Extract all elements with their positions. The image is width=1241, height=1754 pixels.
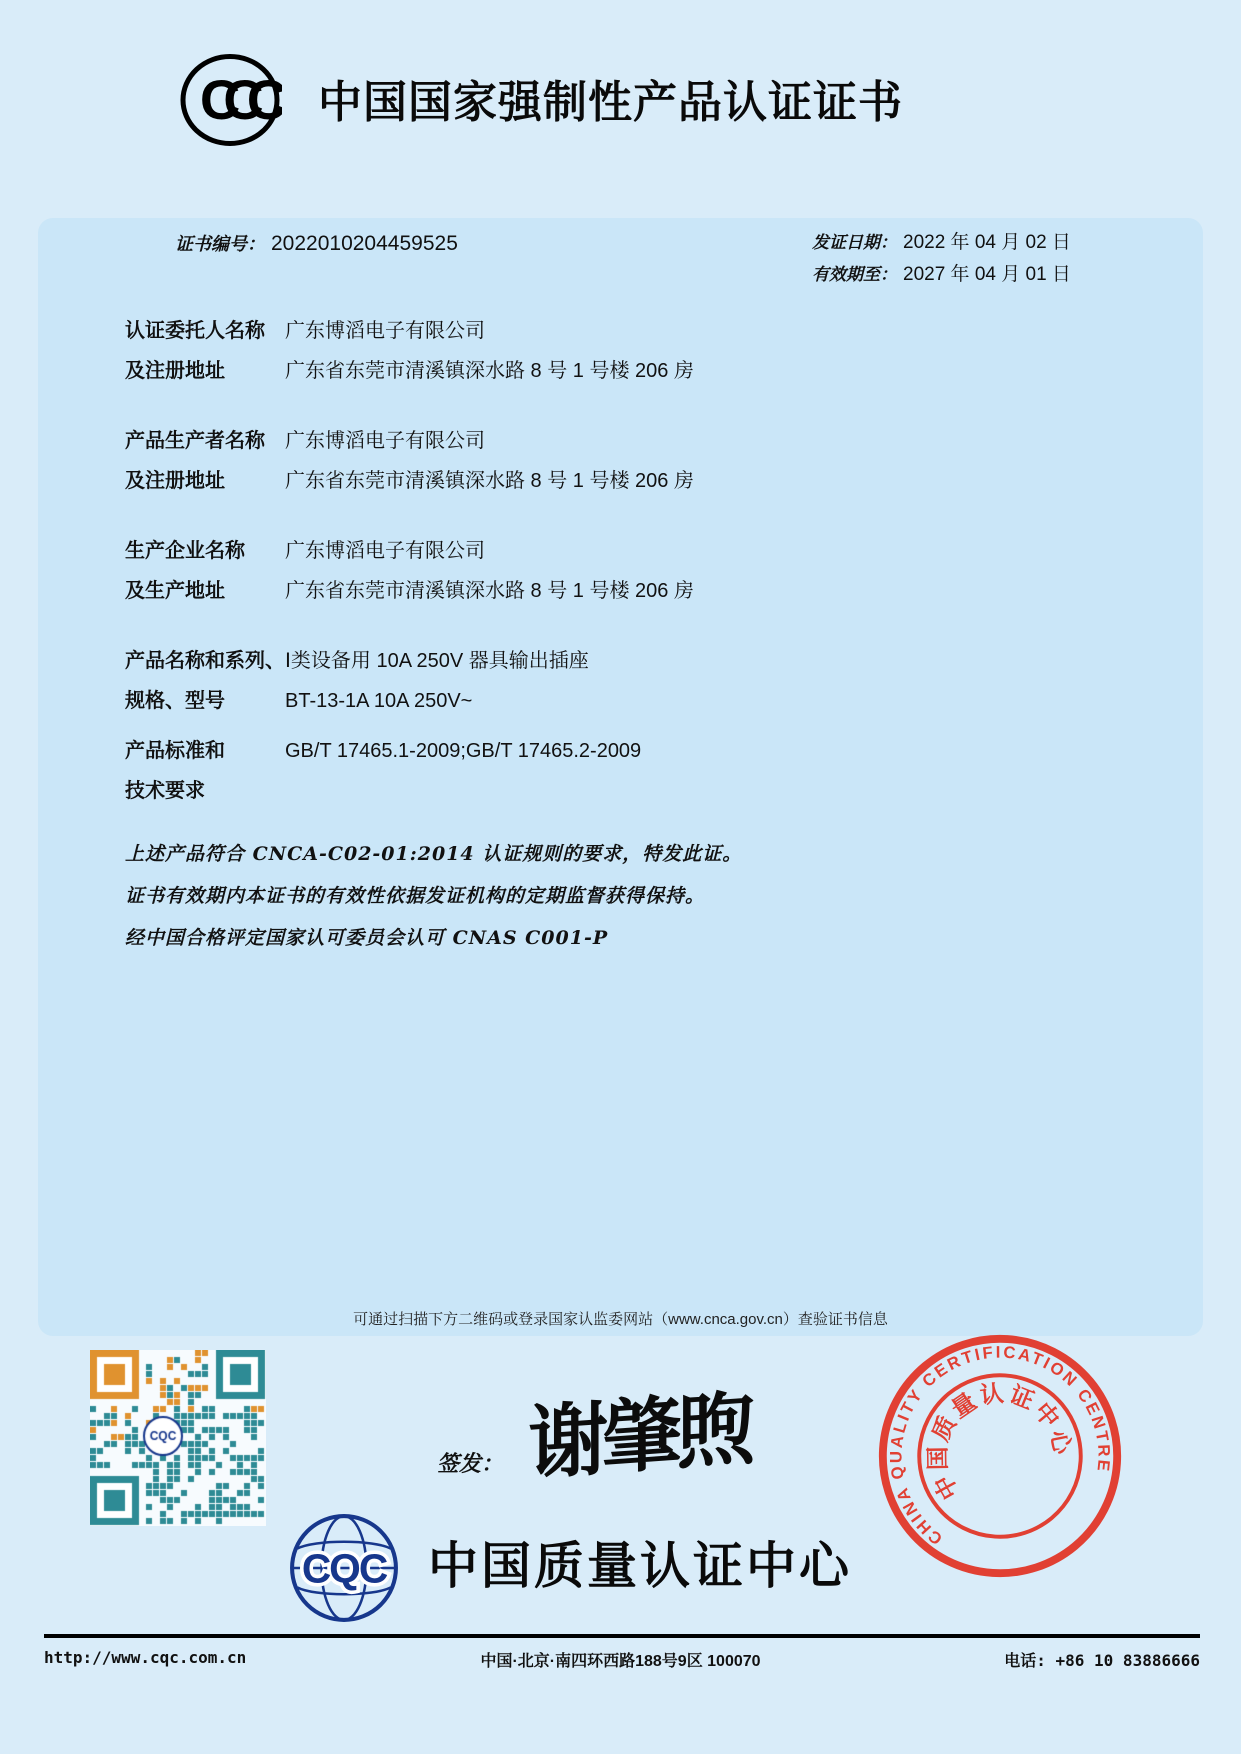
field-label: 及注册地址 <box>125 470 225 492</box>
field-row-producer <box>125 425 1135 497</box>
sign-off-label: 签发： <box>437 1451 504 1477</box>
footer-divider <box>44 1634 1200 1638</box>
field-value: GB/T 17465.1-2009;GB/T 17465.2-2009 <box>285 740 642 762</box>
field-value: 广东博滔电子有限公司 <box>285 320 485 342</box>
valid-until-label: 有效期至： <box>812 265 897 285</box>
field-label: 产品标准和 <box>125 740 225 762</box>
svg-text:CHINA QUALITY CERTIFICATION CE <box>872 1328 1128 1555</box>
field-label: 及注册地址 <box>125 360 225 382</box>
seal-center-text: 中国质量认证中心 <box>925 1380 1076 1504</box>
certificate-dates <box>812 227 1071 291</box>
svg-text:CQC: CQC <box>301 1545 387 1592</box>
issue-date-row <box>812 227 1071 259</box>
field-label: 产品名称和系列、 <box>125 650 285 672</box>
field-value: 广东省东莞市清溪镇深水路 8 号 1 号楼 206 房 <box>285 470 694 492</box>
field-row-factory <box>125 535 1135 607</box>
certificate-number-label: 证书编号： <box>175 234 265 255</box>
svg-text:CCC: CCC <box>199 68 271 131</box>
footer-website: http://www.cqc.com.cn <box>44 1648 247 1667</box>
issuer-name: 中国质量认证中心 <box>428 1538 852 1594</box>
field-label: 规格、型号 <box>125 690 225 712</box>
field-value <box>285 775 1135 807</box>
field-label: 及生产地址 <box>125 580 225 602</box>
valid-until-row <box>812 259 1071 291</box>
statement-line: 经中国合格评定国家认可委员会认可 CNAS C001-P <box>125 927 609 949</box>
signature-handwriting: 谢肇煦 <box>528 1381 750 1491</box>
field-row-product <box>125 645 1135 717</box>
page-title: 中国国家强制性产品认证证书 <box>318 78 903 127</box>
field-row-applicant <box>125 315 1135 387</box>
certificate-number: 2022010204459525 <box>271 232 458 255</box>
seal-ring-text: CHINA QUALITY CERTIFICATION CENTRE <box>886 1342 1114 1549</box>
field-value: 广东博滔电子有限公司 <box>285 540 485 562</box>
valid-until-date: 2027 年 04 月 01 日 <box>903 264 1071 285</box>
field-label: 技术要求 <box>125 780 205 802</box>
field-label: 产品生产者名称 <box>125 430 265 452</box>
ccc-mark-icon <box>178 52 282 148</box>
issue-date-label: 发证日期： <box>812 233 897 253</box>
field-label: 认证委托人名称 <box>125 320 265 342</box>
field-value: 广东博滔电子有限公司 <box>285 430 485 452</box>
statement-line: 证书有效期内本证书的有效性依据发证机构的定期监督获得保持。 <box>125 885 706 907</box>
qr-code <box>90 1350 266 1526</box>
field-value: 广东省东莞市清溪镇深水路 8 号 1 号楼 206 房 <box>285 580 694 602</box>
field-value: Ⅰ类设备用 10A 250V 器具输出插座 <box>285 650 589 672</box>
cqc-globe-icon <box>288 1512 400 1624</box>
field-value: 广东省东莞市清溪镇深水路 8 号 1 号楼 206 房 <box>285 360 694 382</box>
certificate-number-row <box>175 230 458 256</box>
issue-date: 2022 年 04 月 02 日 <box>903 232 1071 253</box>
footer-phone: 电话: +86 10 83886666 <box>1004 1651 1200 1670</box>
qr-verification-note: 可通过扫描下方二维码或登录国家认监委网站（www.cnca.gov.cn）查验证书信息 <box>353 1311 888 1328</box>
footer-address: 中国·北京·南四环西路188号9区 100070 <box>480 1653 761 1670</box>
field-row-standard <box>125 735 1135 807</box>
certification-statements <box>125 833 742 959</box>
statement-line: 上述产品符合 CNCA-C02-01:2014 认证规则的要求，特发此证。 <box>125 843 743 865</box>
field-value: BT-13-1A 10A 250V~ <box>285 690 473 712</box>
field-label: 生产企业名称 <box>125 540 245 562</box>
cqc-red-seal <box>872 1328 1128 1584</box>
